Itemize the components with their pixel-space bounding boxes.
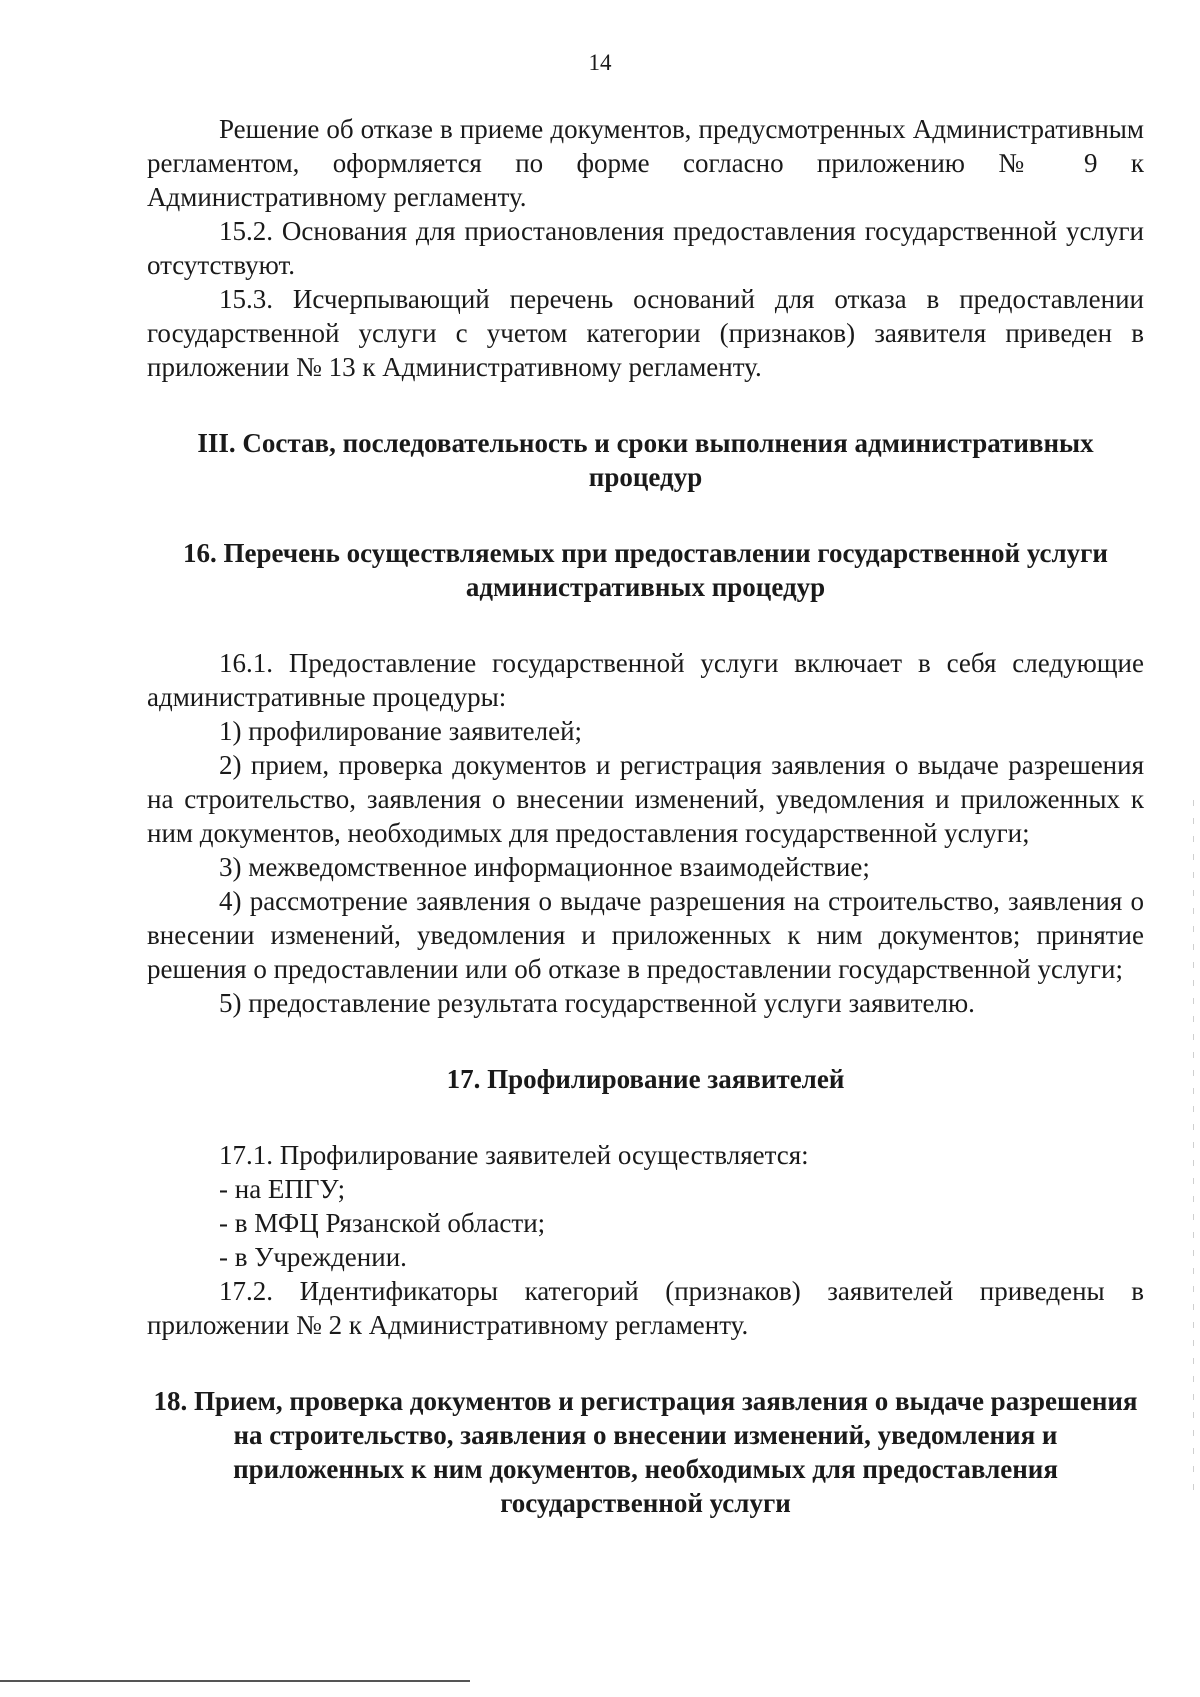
section-heading-3: III. Состав, последовательность и сроки выполнения административных процедур <box>197 428 1094 492</box>
paragraph-15-2: 15.2. Основания для приостановления предоставления государственной услуги отсутствуют. <box>147 216 1144 280</box>
paragraph-17-1: 17.1. Профилирование заявителей осуществляется: <box>219 1140 809 1170</box>
list-item-16-1-4: 4) рассмотрение заявления о выдаче разрешения на строительство, заявления о внесении изменений, уведомления и приложенных к ним документов; принятие решения о предоставлении или об отказе в предоставлении государственной услуги; <box>147 886 1144 984</box>
section-heading-16: 16. Перечень осуществляемых при предоставлении государственной услуги административных процедур <box>183 538 1108 602</box>
paragraph-refusal-decision: Решение об отказе в приеме документов, предусмотренных Административным регламентом, оформляется по форме согласно приложению № 9 к Административному регламенту. <box>147 114 1144 212</box>
list-item-16-1-1: 1) профилирование заявителей; <box>219 716 583 746</box>
list-item-17-1-c: - в Учреждении. <box>219 1242 407 1272</box>
list-item-17-1-b: - в МФЦ Рязанской области; <box>219 1208 546 1238</box>
document-body <box>147 112 1144 1520</box>
page-number: 14 <box>588 50 612 75</box>
list-item-17-1-a: - на ЕПГУ; <box>219 1174 346 1204</box>
scan-edge-artifact <box>1193 800 1194 1500</box>
list-item-16-1-5: 5) предоставление результата государственной услуги заявителю. <box>219 988 975 1018</box>
paragraph-17-2: 17.2. Идентификаторы категорий (признаков) заявителей приведены в приложении № 2 к Административному регламенту. <box>147 1276 1144 1340</box>
scan-bottom-line <box>0 1680 470 1682</box>
paragraph-16-1: 16.1. Предоставление государственной услуги включает в себя следующие административные процедуры: <box>147 648 1144 712</box>
list-item-16-1-2: 2) прием, проверка документов и регистрация заявления о выдаче разрешения на строительство, заявления о внесении изменений, уведомления и приложенных к ним документов, необходимых для предоставления государственной услуги; <box>147 750 1144 848</box>
paragraph-15-3: 15.3. Исчерпывающий перечень оснований для отказа в предоставлении государственной услуги с учетом категории (признаков) заявителя приведен в приложении № 13 к Административному регламенту. <box>147 284 1144 382</box>
section-heading-18: 18. Прием, проверка документов и регистрация заявления о выдаче разрешения на строительство, заявления о внесении изменений, уведомления и приложенных к ним документов, необходимых для предоставления государственной услуги <box>153 1386 1138 1518</box>
list-item-16-1-3: 3) межведомственное информационное взаимодействие; <box>219 852 870 882</box>
section-heading-17: 17. Профилирование заявителей <box>446 1064 845 1094</box>
